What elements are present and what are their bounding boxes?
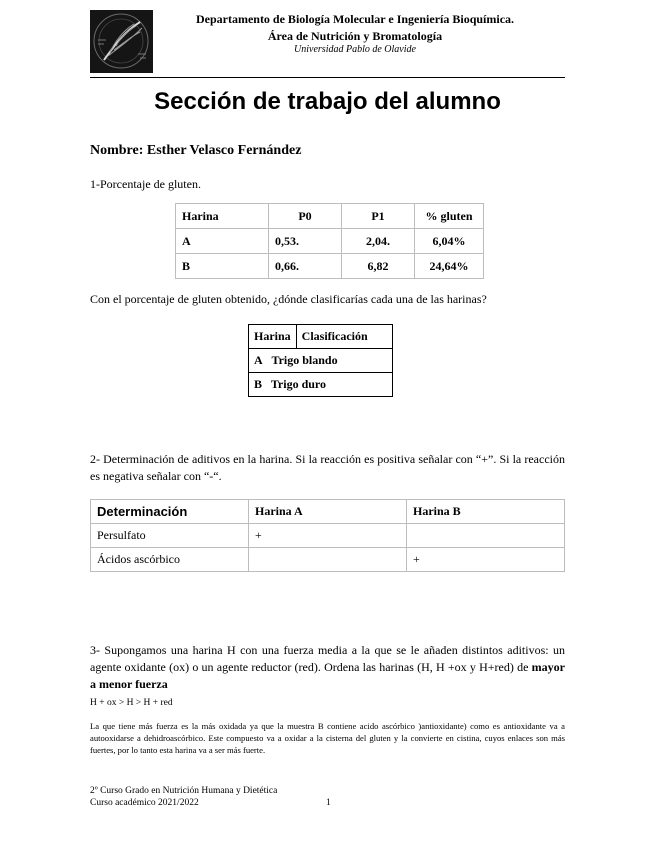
table-cell: 6,04%	[415, 229, 484, 254]
footer-course: 2º Curso Grado en Nutrición Humana y Dietética	[90, 786, 278, 796]
header-cell: Harina	[249, 325, 297, 349]
table-cell	[249, 548, 407, 572]
table-cell	[249, 349, 393, 373]
table-header-row	[91, 500, 565, 524]
feather-emblem-icon	[90, 10, 153, 73]
table-header-row	[249, 325, 393, 349]
table-row	[91, 524, 565, 548]
table-cell	[249, 373, 393, 397]
section3-emphasis: mayor a menor fuerza	[90, 660, 565, 691]
header-cell: % gluten	[415, 204, 484, 229]
university-name: Universidad Pablo de Olavide	[294, 44, 416, 55]
header-cell: Harina A	[249, 500, 407, 524]
header-cell: P0	[269, 204, 342, 229]
section2-text: 2- Determinación de aditivos en la harina. Si la reacción es positiva señalar con “+”. Si la reacción es negativa señalar con “-“.	[90, 452, 565, 483]
classification-value: Trigo duro	[270, 377, 327, 391]
gluten-table	[175, 203, 484, 279]
header-cell: Harina B	[407, 500, 565, 524]
table-cell: 6,82	[342, 254, 415, 279]
table-cell: B	[176, 254, 269, 279]
table-row	[176, 254, 484, 279]
classification-value: Trigo blando	[271, 353, 338, 367]
table-cell: 0,66.	[269, 254, 342, 279]
department-name: Departamento de Biología Molecular e Ingeniería Bioquímica.	[195, 12, 515, 26]
classification-table	[248, 324, 393, 397]
table-row	[91, 548, 565, 572]
page-title: Sección de trabajo del alumno	[154, 88, 501, 115]
table-cell: Persulfato	[91, 524, 249, 548]
harina-label: B	[254, 377, 263, 391]
harina-label: A	[254, 353, 263, 367]
table-cell: +	[249, 524, 407, 548]
strength-order: H + ox > H > H + red	[90, 698, 173, 708]
table-cell: 0,53.	[269, 229, 342, 254]
section1-heading: 1-Porcentaje de gluten.	[90, 177, 201, 191]
header-cell: Determinación	[91, 500, 249, 524]
classification-question: Con el porcentaje de gluten obtenido, ¿dónde clasificarías cada una de las harinas?	[90, 292, 487, 306]
table-cell: +	[407, 548, 565, 572]
page-number: 1	[326, 798, 331, 808]
header-divider	[90, 77, 565, 78]
table-cell	[407, 524, 565, 548]
header-cell: Clasificación	[296, 325, 392, 349]
table-cell: Ácidos ascórbico	[91, 548, 249, 572]
additives-table	[90, 499, 565, 572]
table-row	[176, 229, 484, 254]
university-logo	[90, 10, 153, 73]
header-cell: Harina	[176, 204, 269, 229]
table-cell: 24,64%	[415, 254, 484, 279]
section3-prompt: 3- Supongamos una harina H con una fuerza media a la que se le añaden distintos aditivos: un agente oxidante (ox) o un agente reductor (red). Ordena las harinas (H, H +ox y H+red) de	[90, 643, 565, 674]
student-name: Nombre: Esther Velasco Fernández	[90, 143, 302, 158]
table-cell: A	[176, 229, 269, 254]
table-row	[249, 349, 393, 373]
section3-text	[90, 642, 565, 693]
table-cell: 2,04.	[342, 229, 415, 254]
footer-year: Curso académico 2021/2022	[90, 798, 199, 808]
table-row	[249, 373, 393, 397]
explanation-text: La que tiene más fuerza es la más oxidada ya que la muestra B contiene acido ascórbico )antioxidante) como es antioxidante va a autooxidarse a dehidroascórbico. Este compuesto va a oxidar a la cisterna del gluten y la convierte en cistina, cuyos enlaces son más fuertes, por lo tanto esta harina va a ser más fuerte.	[90, 721, 565, 755]
table-header-row	[176, 204, 484, 229]
header-cell: P1	[342, 204, 415, 229]
area-name: Área de Nutrición y Bromatología	[267, 29, 443, 43]
